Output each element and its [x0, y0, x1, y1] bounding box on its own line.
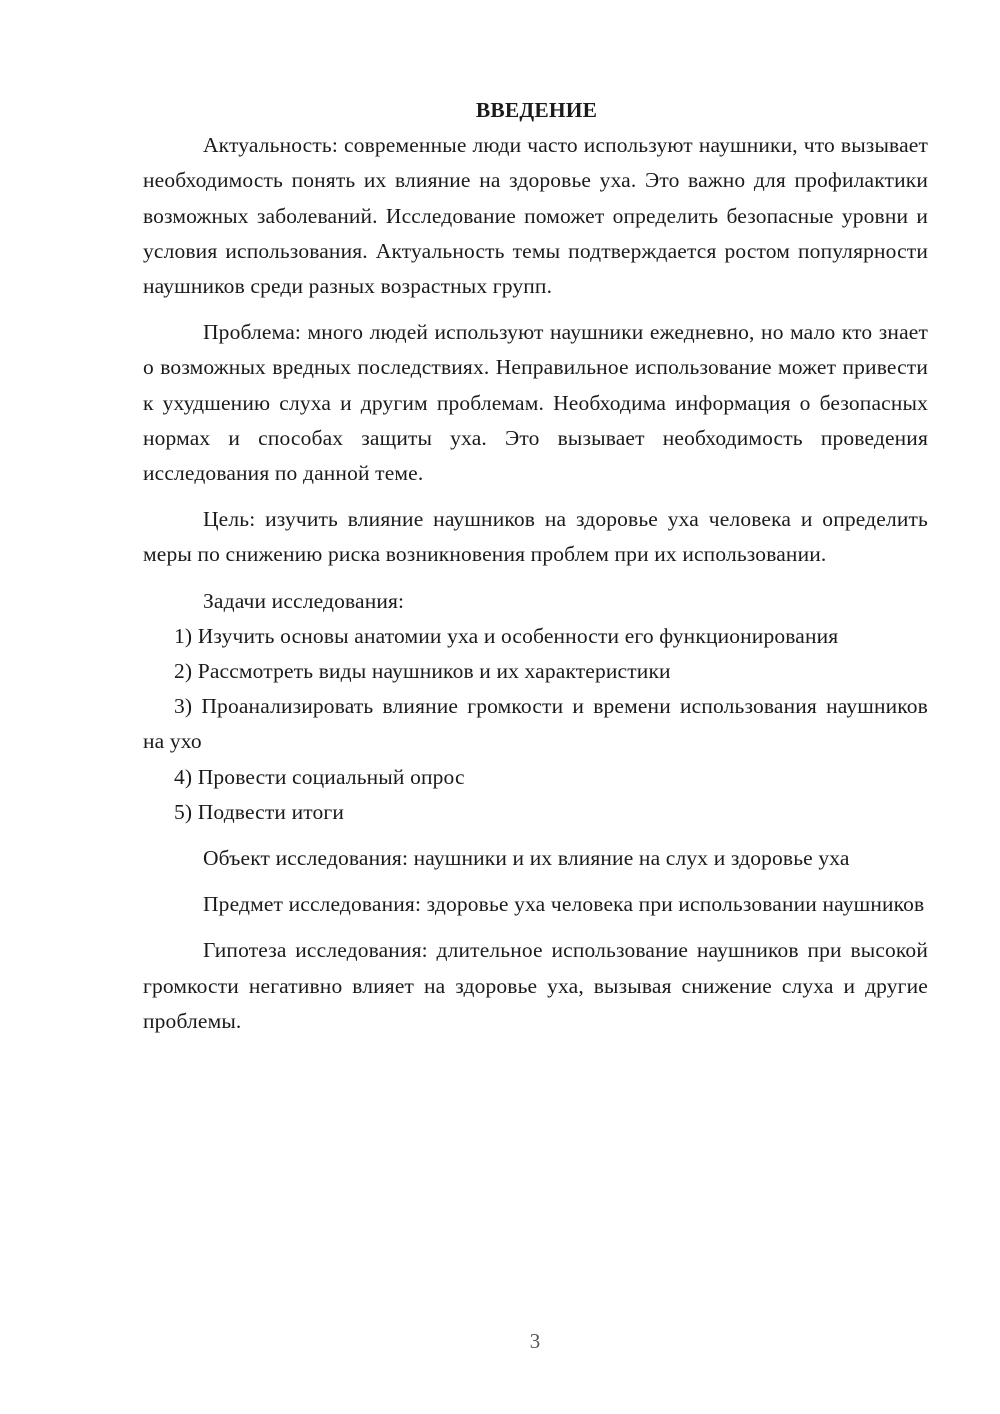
task-item-1: 1) Изучить основы анатомии уха и особенности его функционирования — [174, 623, 839, 648]
paragraph-hypothesis: Гипотеза исследования: длительное использование наушников при высокой громкости негативно влияет на здоровье уха, вызывая снижение слуха и другие проблемы. — [143, 938, 928, 1033]
document-page — [143, 93, 928, 1039]
task-item-3: 3) Проанализировать влияние громкости и времени использования наушников на ухо — [143, 694, 928, 754]
paragraph-problem: Проблема: много людей используют наушники ежедневно, но мало кто знает о возможных вредных последствиях. Неправильное использование может привести к ухудшению слуха и другим проблемам. Необходима информация о безопасных нормах и способах защиты уха. Это вызывает необходимость проведения исследования по данной теме. — [143, 320, 928, 486]
page-number: 3 — [529, 1329, 541, 1353]
task-item-4: 4) Провести социальный опрос — [174, 764, 465, 789]
paragraph-relevance: Актуальность: современные люди часто используют наушники, что вызывает необходимость понять их влияние на здоровье уха. Это важно для профилактики возможных заболеваний. Исследование поможет определить безопасные уровни и условия использования. Актуальность темы подтверждается ростом популярности наушников среди разных возрастных групп. — [143, 133, 928, 299]
paragraph-goal: Цель: изучить влияние наушников на здоровье уха человека и определить меры по снижению риска возникновения проблем при их использовании. — [143, 507, 928, 567]
paragraph-tasks-heading: Задачи исследования: — [203, 588, 405, 613]
page-title: ВВЕДЕНИЕ — [475, 98, 598, 122]
task-item-2: 2) Рассмотреть виды наушников и их характеристики — [174, 659, 671, 684]
paragraph-subject: Предмет исследования: здоровье уха человека при использовании наушников — [203, 892, 925, 917]
task-item-5: 5) Подвести итоги — [174, 799, 345, 824]
paragraph-object: Объект исследования: наушники и их влияние на слух и здоровье уха — [203, 846, 850, 871]
